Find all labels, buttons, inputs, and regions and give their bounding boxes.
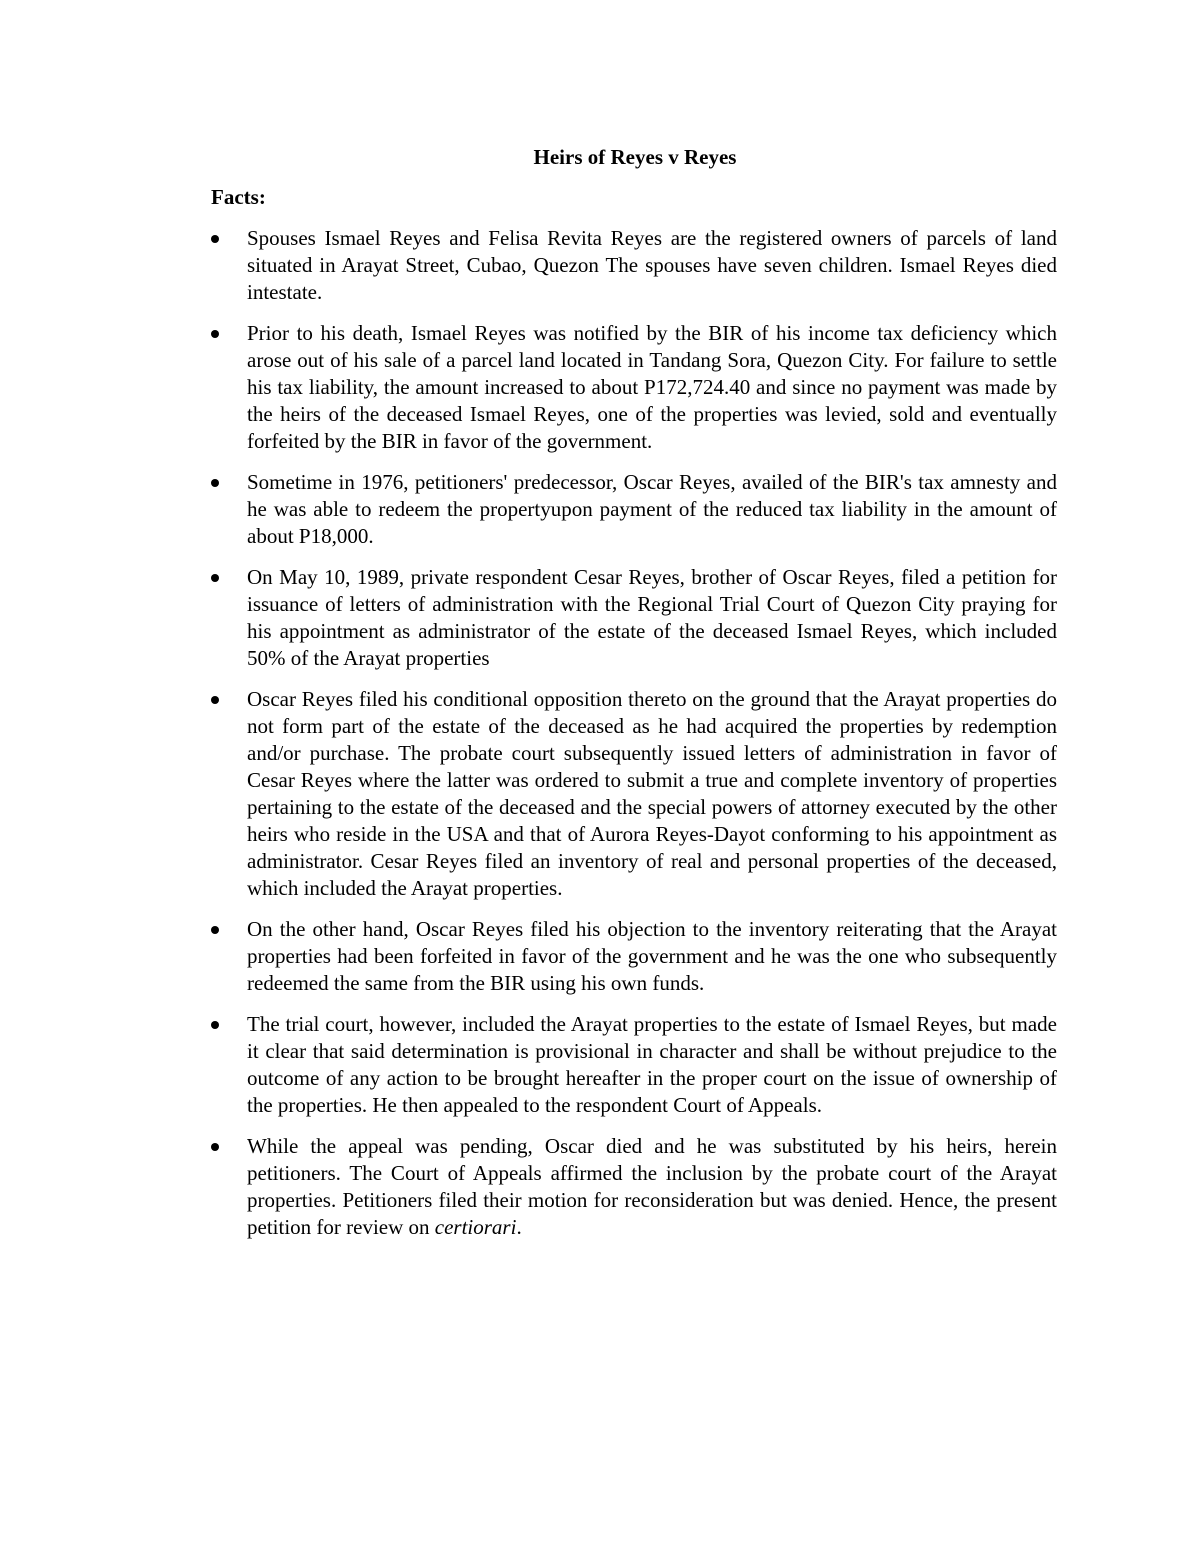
bullet-icon <box>211 330 219 338</box>
document-title: Heirs of Reyes v Reyes <box>533 145 737 169</box>
fact-item <box>211 1133 1057 1241</box>
bullet-icon <box>211 235 219 243</box>
fact-text-emphasis: certiorari <box>434 1215 517 1239</box>
fact-text-suffix: . <box>516 1215 522 1239</box>
fact-text-main: While the appeal was pending, Oscar died and he was substituted by his heirs, herein petitioners. The Court of Appeals affirmed the inclusion by the probate court of the Arayat properties. Petitioners filed their motion for reconsideration but was denied. Hence, the present petition for review on <box>247 1134 1057 1239</box>
fact-text: Oscar Reyes filed his conditional opposition thereto on the ground that the Arayat properties do not form part of the estate of the deceased as he had acquired the properties by redemption and/or purchase. The probate court subsequently issued letters of administration in favor of Cesar Reyes where the latter was ordered to submit a true and complete inventory of properties pertaining to the estate of the deceased and the special powers of attorney executed by the other heirs who reside in the USA and that of Aurora Reyes-Dayot conforming to his appointment as administrator. Cesar Reyes filed an inventory of real and personal properties of the deceased, which included the Arayat properties. <box>247 687 1057 900</box>
bullet-icon <box>211 696 219 704</box>
fact-item <box>211 469 1057 550</box>
bullet-icon <box>211 574 219 582</box>
facts-list <box>211 225 1057 1255</box>
bullet-icon <box>211 1021 219 1029</box>
bullet-icon <box>211 926 219 934</box>
fact-text: Prior to his death, Ismael Reyes was notified by the BIR of his income tax deficiency which arose out of his sale of a parcel land located in Tandang Sora, Quezon City. For failure to settle his tax liability, the amount increased to about P172,724.40 and since no payment was made by the heirs of the deceased Ismael Reyes, one of the properties was levied, sold and eventually forfeited by the BIR in favor of the government. <box>247 321 1057 453</box>
fact-text: On the other hand, Oscar Reyes filed his objection to the inventory reiterating that the Arayat properties had been forfeited in favor of the government and he was the one who subsequently redeemed the same from the BIR using his own funds. <box>247 917 1057 995</box>
fact-item <box>211 1011 1057 1119</box>
fact-text: On May 10, 1989, private respondent Cesar Reyes, brother of Oscar Reyes, filed a petition for issuance of letters of administration with the Regional Trial Court of Quezon City praying for his appointment as administrator of the estate of the deceased Ismael Reyes, which included 50% of the Arayat properties <box>247 565 1057 670</box>
fact-item <box>211 564 1057 672</box>
fact-item <box>211 686 1057 902</box>
fact-item <box>211 916 1057 997</box>
fact-text: Spouses Ismael Reyes and Felisa Revita Reyes are the registered owners of parcels of land situated in Arayat Street, Cubao, Quezon The spouses have seven children. Ismael Reyes died intestate. <box>247 226 1057 304</box>
fact-text <box>247 1133 1057 1241</box>
facts-heading: Facts: <box>211 185 266 209</box>
bullet-icon <box>211 479 219 487</box>
fact-item <box>211 225 1057 306</box>
fact-item <box>211 320 1057 455</box>
fact-text: The trial court, however, included the Arayat properties to the estate of Ismael Reyes, but made it clear that said determination is provisional in character and shall be without prejudice to the outcome of any action to be brought hereafter in the proper court on the issue of ownership of the properties. He then appealed to the respondent Court of Appeals. <box>247 1012 1057 1117</box>
bullet-icon <box>211 1143 219 1151</box>
fact-text: Sometime in 1976, petitioners' predecessor, Oscar Reyes, availed of the BIR's tax amnesty and he was able to redeem the propertyupon payment of the reduced tax liability in the amount of about P18,000. <box>247 470 1057 548</box>
